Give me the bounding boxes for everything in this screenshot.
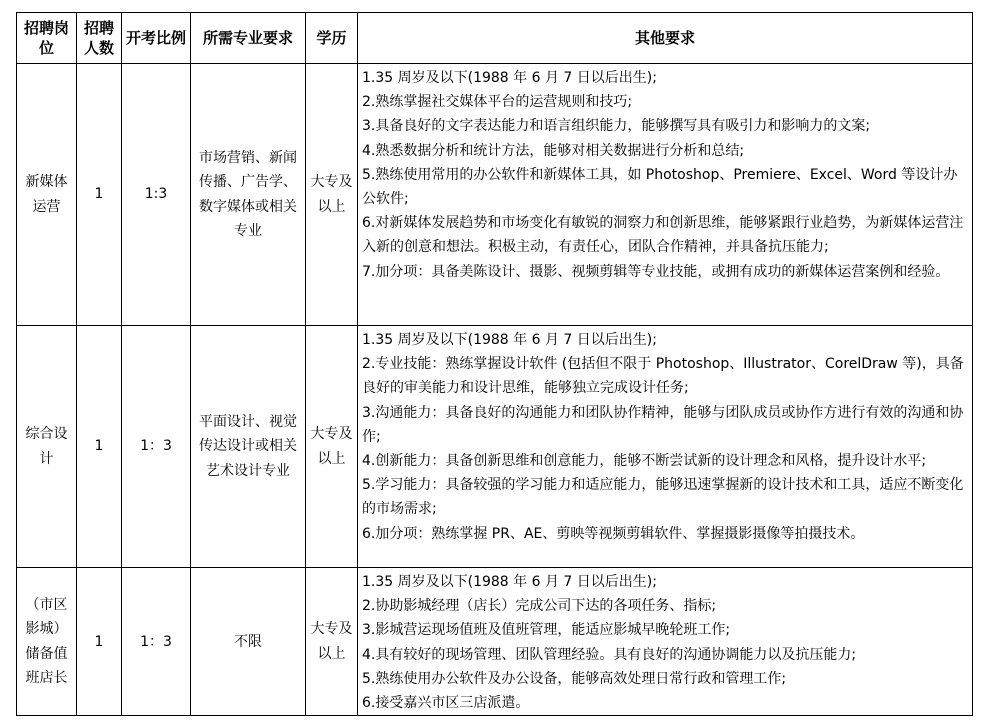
table-row xyxy=(17,326,973,568)
requirement-line: 6.对新媒体发展趋势和市场变化有敏锐的洞察力和创新思维，能够紧跟行业趋势，为新媒体运营注入新的创意和想法。积极主动，有责任心，团队合作精神，并具备抗压能力; xyxy=(362,215,964,256)
requirement-line: 3.具备良好的文字表达能力和语言组织能力，能够撰写具有吸引力和影响力的文案; xyxy=(362,118,871,135)
cell-position: 综合设计 xyxy=(17,326,77,568)
cell-count: 1 xyxy=(77,326,122,568)
cell-requirements xyxy=(358,568,973,716)
requirement-line: 4.熟悉数据分析和统计方法，能够对相关数据进行分析和总结; xyxy=(362,142,745,159)
header-ratio: 开考比例 xyxy=(122,13,191,64)
requirement-line: 4.具有较好的现场管理、团队管理经验。具有良好的沟通协调能力以及抗压能力; xyxy=(362,646,857,663)
requirement-line: 6.接受嘉兴市区三店派遣。 xyxy=(362,695,530,712)
cell-major: 平面设计、视觉传达设计或相关艺术设计专业 xyxy=(191,326,306,568)
cell-major: 市场营销、新闻传播、广告学、数字媒体或相关专业 xyxy=(191,64,306,326)
requirement-line: 2.专业技能：熟练掌握设计软件 (包括但不限于 Photoshop、Illustrator、CorelDraw 等)，具备良好的审美能力和设计思维，能够独立完成设计任务; xyxy=(362,356,964,397)
requirement-line: 1.35 周岁及以下(1988 年 6 月 7 日以后出生); xyxy=(362,574,657,590)
cell-ratio: 1：3 xyxy=(122,568,191,716)
requirement-line: 1.35 周岁及以下(1988 年 6 月 7 日以后出生); xyxy=(362,70,657,86)
table-row xyxy=(17,64,973,326)
requirement-line: 4.创新能力：具备创新思维和创意能力，能够不断尝试新的设计理念和风格，提升设计水平; xyxy=(362,453,927,470)
cell-position: （市区影城）储备值班店长 xyxy=(17,568,77,716)
header-major: 所需专业要求 xyxy=(191,13,306,64)
requirement-line: 2.熟练掌握社交媒体平台的运营规则和技巧; xyxy=(362,94,633,111)
header-count: 招聘人数 xyxy=(77,13,122,64)
requirement-line: 5.学习能力：具备较强的学习能力和适应能力，能够迅速掌握新的设计技术和工具，适应不断变化的市场需求; xyxy=(362,477,964,518)
cell-count: 1 xyxy=(77,568,122,716)
cell-education: 大专及以上 xyxy=(306,64,358,326)
cell-ratio: 1：3 xyxy=(122,326,191,568)
requirement-line: 1.35 周岁及以下(1988 年 6 月 7 日以后出生); xyxy=(362,332,657,348)
header-education: 学历 xyxy=(306,13,358,64)
requirement-line: 6.加分项：熟练掌握 PR、AE、剪映等视频剪辑软件、掌握摄影摄像等拍摄技术。 xyxy=(362,525,865,542)
recruitment-table xyxy=(16,12,973,716)
requirement-line: 5.熟练使用常用的办公软件和新媒体工具，如 Photoshop、Premiere、Excel、Word 等设计办公软件; xyxy=(362,166,958,208)
cell-education: 大专及以上 xyxy=(306,568,358,716)
requirement-line: 3.影城营运现场值班及值班管理，能适应影城早晚轮班工作; xyxy=(362,622,731,639)
cell-count: 1 xyxy=(77,64,122,326)
header-position: 招聘岗位 xyxy=(17,13,77,64)
requirement-line: 3.沟通能力：具备良好的沟通能力和团队协作精神，能够与团队成员或协作方进行有效的沟通和协作; xyxy=(362,404,964,445)
requirement-line: 7.加分项：具备美陈设计、摄影、视频剪辑等专业技能，或拥有成功的新媒体运营案例和经验。 xyxy=(362,263,950,280)
cell-position: 新媒体运营 xyxy=(17,64,77,326)
header-other: 其他要求 xyxy=(358,13,973,64)
cell-major: 不限 xyxy=(191,568,306,716)
cell-education: 大专及以上 xyxy=(306,326,358,568)
header-row xyxy=(17,13,973,64)
cell-requirements xyxy=(358,326,973,568)
cell-requirements xyxy=(358,64,973,326)
table-row xyxy=(17,568,973,716)
cell-ratio: 1:3 xyxy=(122,64,191,326)
requirement-line: 5.熟练使用办公软件及办公设备，能够高效处理日常行政和管理工作; xyxy=(362,670,787,687)
requirement-line: 2.协助影城经理（店长）完成公司下达的各项任务、指标; xyxy=(362,598,717,615)
